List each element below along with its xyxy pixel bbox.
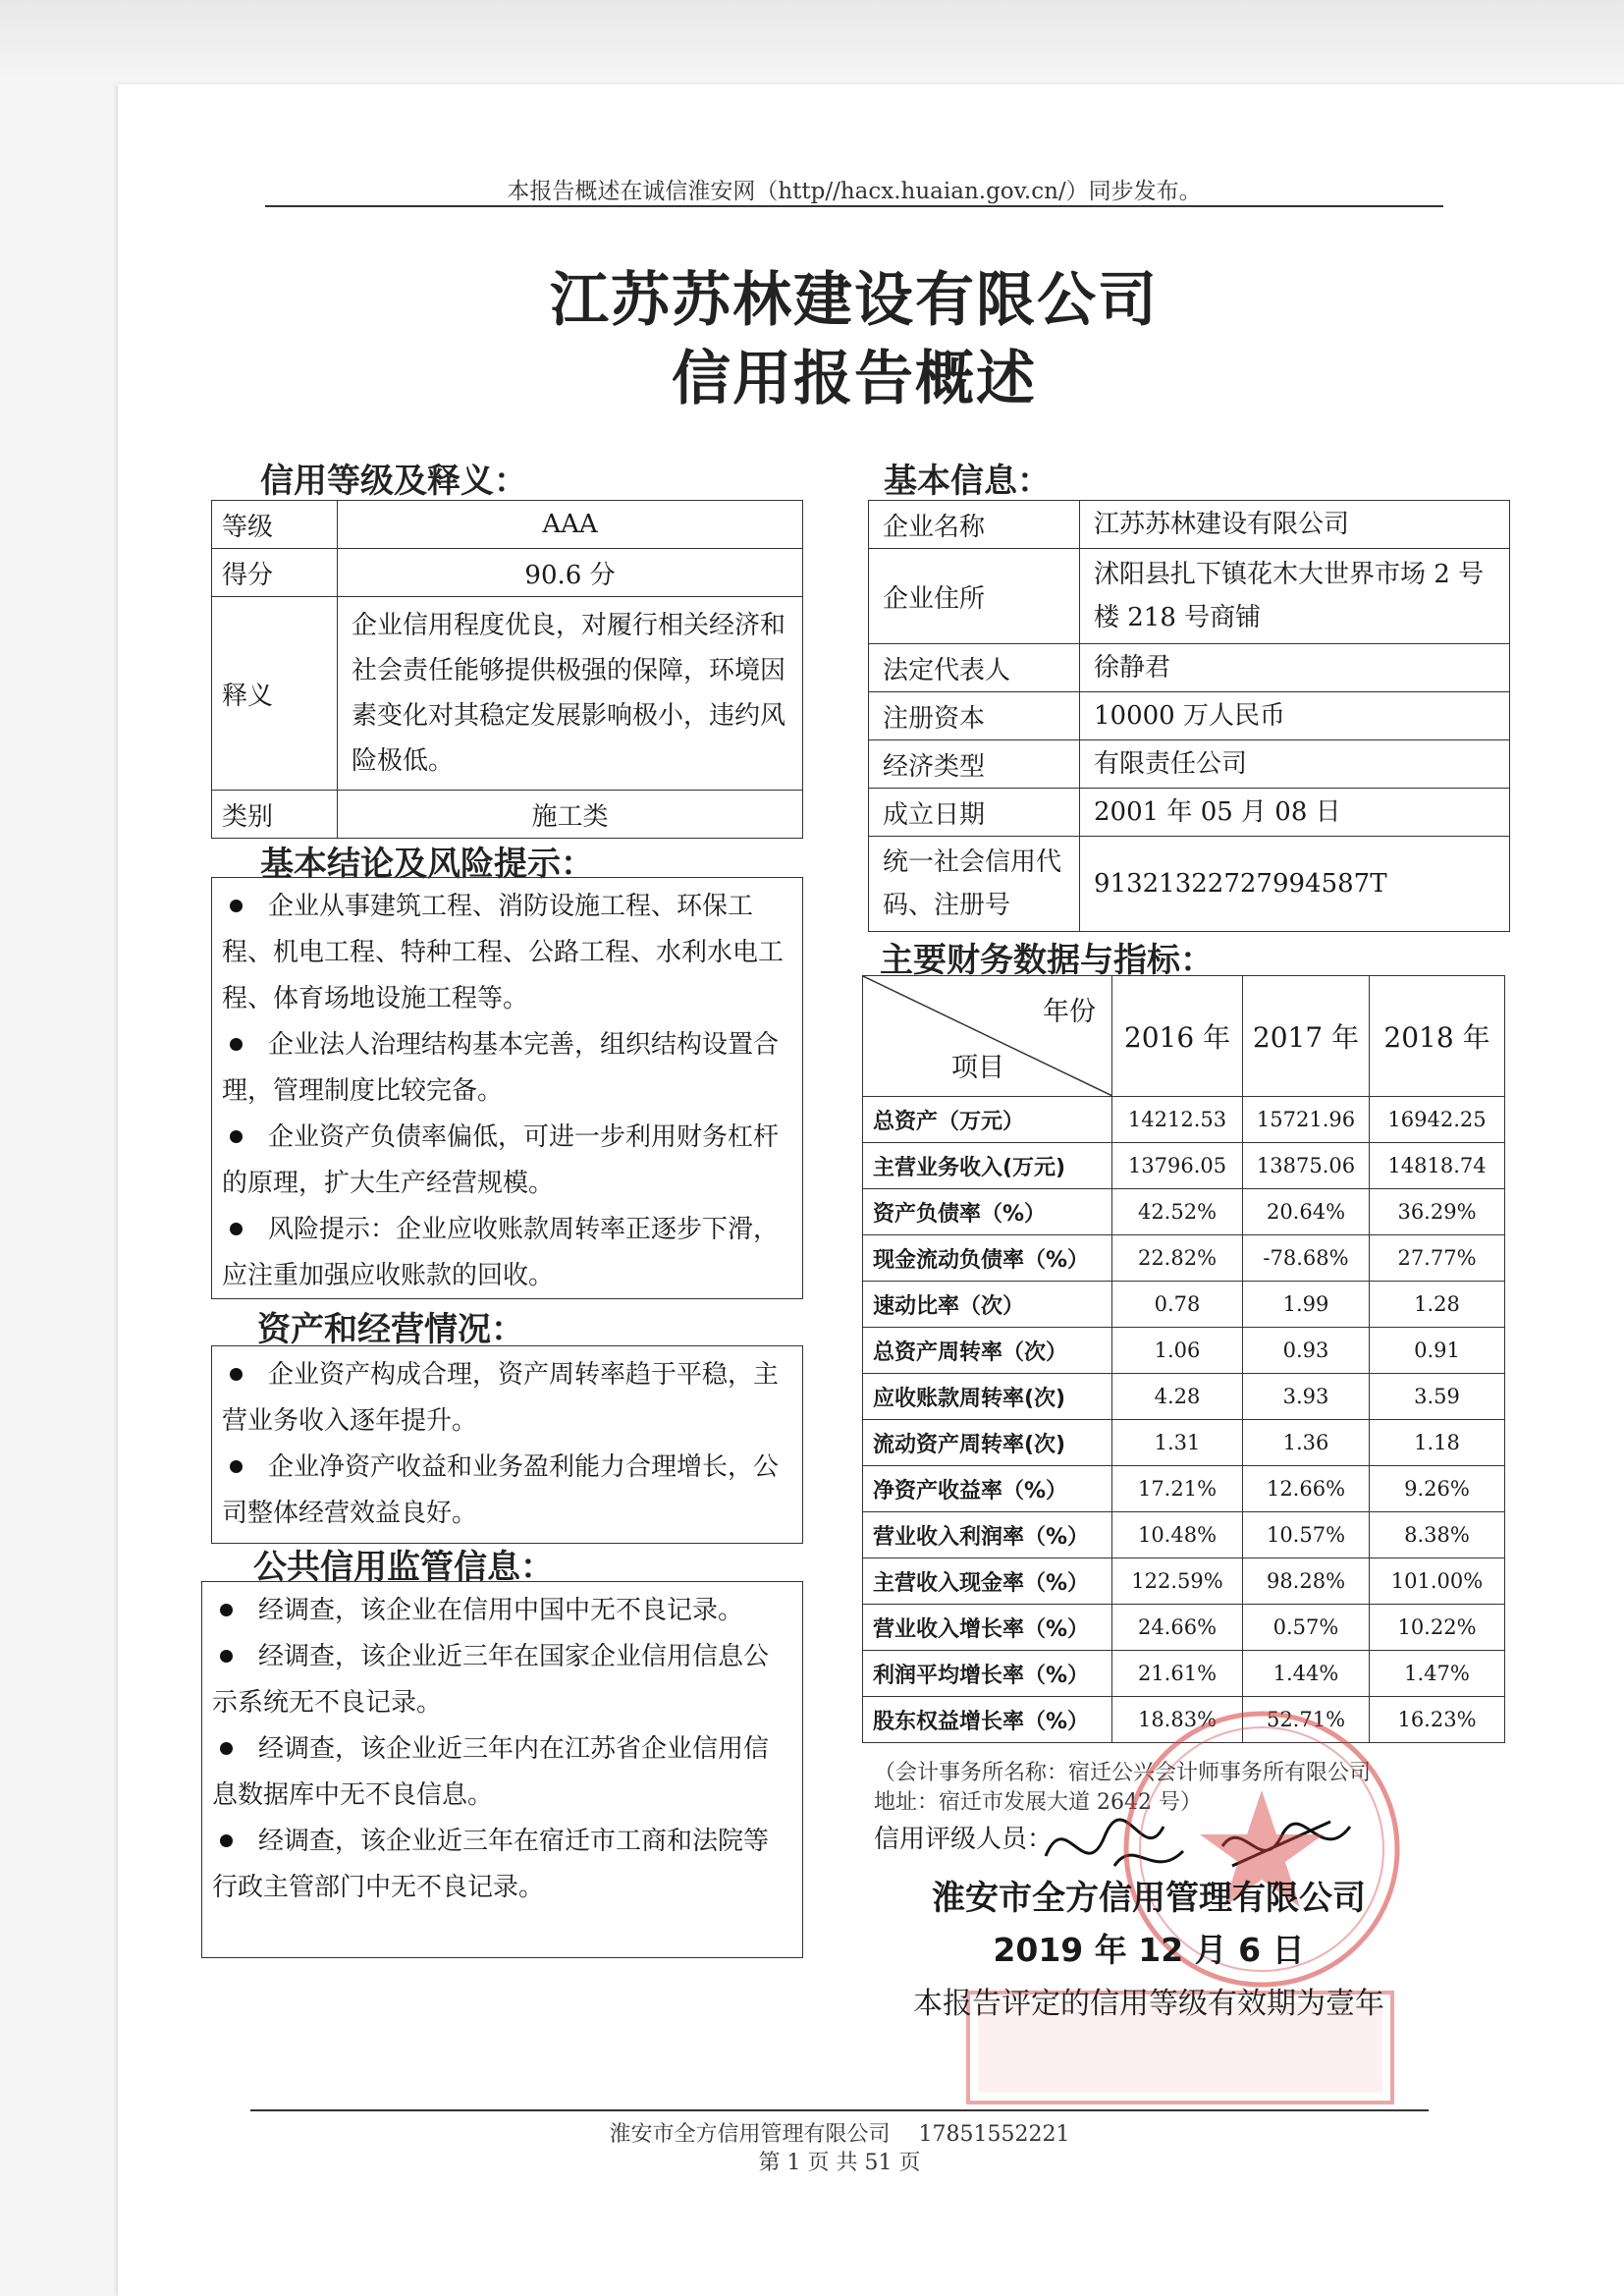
bullet-icon: [230, 1368, 243, 1381]
rating-score: 90.6 分: [338, 549, 803, 597]
assets-item: 企业净资产收益和业务盈利能力合理增长，公司整体经营效益良好。: [222, 1452, 780, 1528]
financial-value: 10.57%: [1243, 1512, 1370, 1558]
financial-value: 1.18: [1370, 1420, 1505, 1466]
rating-table: [211, 500, 803, 839]
footer-company: 淮安市全方信用管理有限公司 17851552221: [609, 2122, 1070, 2147]
financial-value: 98.28%: [1243, 1558, 1370, 1605]
financial-metric-label: 主营收入现金率（%）: [863, 1558, 1112, 1605]
info-value: 徐静君: [1080, 644, 1510, 692]
financial-metric-label: 净资产收益率（%）: [863, 1466, 1112, 1512]
rating-category: 施工类: [338, 791, 803, 839]
financial-row: [863, 1235, 1505, 1282]
financial-header-row: [863, 976, 1505, 1097]
info-key: 企业名称: [869, 501, 1080, 549]
address-note: 地址：宿迁市发展大道 2642 号）: [874, 1790, 1202, 1815]
basic-info-table: [868, 500, 1510, 932]
conclusion-heading: 基本结论及风险提示：: [260, 845, 594, 884]
financial-metric-label: 应收账款周转率(次): [863, 1374, 1112, 1420]
financial-value: 1.06: [1112, 1328, 1243, 1374]
assets-heading: 资产和经营情况：: [257, 1310, 524, 1349]
financial-row: [863, 1282, 1505, 1328]
info-value: 沭阳县扎下镇花木大世界市场 2 号楼 218 号商铺: [1080, 549, 1510, 644]
financial-value: 1.47%: [1370, 1651, 1505, 1697]
financial-value: 1.31: [1112, 1420, 1243, 1466]
rating-row: [212, 501, 803, 549]
rating-row: [212, 549, 803, 597]
financial-value: 20.64%: [1243, 1189, 1370, 1235]
financial-value: 13796.05: [1112, 1143, 1243, 1189]
info-row: [869, 549, 1510, 644]
bullet-icon: [230, 900, 243, 912]
financial-row: [863, 1512, 1505, 1558]
financial-heading: 主要财务数据与指标：: [880, 941, 1214, 980]
assets-box: [211, 1345, 803, 1544]
financial-metric-label: 股东权益增长率（%）: [863, 1697, 1112, 1743]
financial-value: 4.28: [1112, 1374, 1243, 1420]
financial-value: 101.00%: [1370, 1558, 1505, 1605]
info-row: [869, 740, 1510, 789]
info-key: 注册资本: [869, 692, 1080, 740]
corner-cell: [863, 976, 1112, 1097]
financial-value: 13875.06: [1243, 1143, 1370, 1189]
rating-explanation: 企业信用程度优良，对履行相关经济和社会责任能够提供极强的保障，环境因素变化对其稳定发展影响极小，违约风险极低。: [338, 597, 803, 791]
financial-value: -78.68%: [1243, 1235, 1370, 1282]
financial-value: 10.22%: [1370, 1605, 1505, 1651]
financial-value: 27.77%: [1370, 1235, 1505, 1282]
conclusion-item: 企业法人治理结构基本完善，组织结构设置合理，管理制度比较完备。: [222, 1030, 780, 1106]
financial-row: [863, 1466, 1505, 1512]
conclusion-item: 企业从事建筑工程、消防设施工程、环保工程、机电工程、特种工程、公路工程、水利水电工程、体育场地设施工程等。: [222, 892, 785, 1013]
financial-value: 14818.74: [1370, 1143, 1505, 1189]
info-row: [869, 644, 1510, 692]
financial-row: [863, 1097, 1505, 1143]
info-row: [869, 837, 1510, 932]
financial-value: 10.48%: [1112, 1512, 1243, 1558]
assets-item: 企业资产构成合理，资产周转率趋于平稳，主营业务收入逐年提升。: [222, 1360, 780, 1436]
financial-value: 122.59%: [1112, 1558, 1243, 1605]
header-note: 本报告概述在诚信淮安网（http//hacx.huaian.gov.cn/）同步发布。: [507, 179, 1202, 204]
financial-value: 8.38%: [1370, 1512, 1505, 1558]
financial-row: [863, 1605, 1505, 1651]
info-row: [869, 789, 1510, 837]
financial-body: [863, 1097, 1505, 1743]
financial-value: 52.71%: [1243, 1697, 1370, 1743]
financial-table: [862, 975, 1505, 1743]
financial-row: [863, 1558, 1505, 1605]
financial-row: [863, 1420, 1505, 1466]
rating-key: 类别: [212, 791, 338, 839]
financial-value: 1.28: [1370, 1282, 1505, 1328]
financial-value: 21.61%: [1112, 1651, 1243, 1697]
rating-grade: AAA: [338, 501, 803, 549]
header-rule: [265, 205, 1443, 207]
issuer-name: 淮安市全方信用管理有限公司: [932, 1879, 1366, 1918]
page-number: 第 1 页 共 51 页: [758, 2151, 921, 2175]
info-key: 企业住所: [869, 549, 1080, 644]
financial-value: 1.36: [1243, 1420, 1370, 1466]
conclusion-box: [211, 877, 803, 1299]
bullet-icon: [230, 1130, 243, 1143]
year-header: 2017 年: [1243, 976, 1370, 1097]
corner-item-label: 项目: [951, 1053, 1004, 1083]
report-title-company: 江苏苏林建设有限公司: [550, 266, 1159, 335]
financial-value: 1.44%: [1243, 1651, 1370, 1697]
financial-metric-label: 利润平均增长率（%）: [863, 1651, 1112, 1697]
info-value: 有限责任公司: [1080, 740, 1510, 789]
financial-value: 14212.53: [1112, 1097, 1243, 1143]
info-key: 统一社会信用代码、注册号: [869, 837, 1080, 932]
financial-value: 22.82%: [1112, 1235, 1243, 1282]
financial-value: 1.99: [1243, 1282, 1370, 1328]
financial-value: 24.66%: [1112, 1605, 1243, 1651]
footer-rule: [250, 2109, 1429, 2111]
info-value: 2001 年 05 月 08 日: [1080, 789, 1510, 837]
financial-value: 0.93: [1243, 1328, 1370, 1374]
financial-value: 18.83%: [1112, 1697, 1243, 1743]
rating-row: [212, 597, 803, 791]
rating-key: 释义: [212, 597, 338, 791]
financial-row: [863, 1189, 1505, 1235]
year-header: 2016 年: [1112, 976, 1243, 1097]
financial-value: 15721.96: [1243, 1097, 1370, 1143]
accounting-firm-note: （会计事务所名称：宿迁公兴会计师事务所有限公司: [874, 1761, 1372, 1785]
info-key: 法定代表人: [869, 644, 1080, 692]
year-header: 2018 年: [1370, 976, 1505, 1097]
public-item: 经调查，该企业在信用中国中无不良记录。: [212, 1588, 792, 1634]
rating-key: 等级: [212, 501, 338, 549]
bullet-icon: [220, 1604, 233, 1616]
corner-year-label: 年份: [1043, 997, 1096, 1027]
basic-info-heading: 基本信息：: [884, 462, 1051, 501]
financial-metric-label: 总资产（万元）: [863, 1097, 1112, 1143]
financial-value: 17.21%: [1112, 1466, 1243, 1512]
info-row: [869, 501, 1510, 549]
public-box: [201, 1581, 803, 1958]
validity-note: 本报告评定的信用等级有效期为壹年: [913, 1987, 1384, 2021]
public-item: 经调查，该企业近三年在宿迁市工商和法院等行政主管部门中无不良记录。: [212, 1827, 770, 1902]
financial-metric-label: 总资产周转率（次）: [863, 1328, 1112, 1374]
public-item: 经调查，该企业近三年在国家企业信用信息公示系统无不良记录。: [212, 1642, 770, 1718]
info-row: [869, 692, 1510, 740]
bullet-icon: [220, 1834, 233, 1847]
rating-key: 得分: [212, 549, 338, 597]
info-value: 91321322727994587T: [1080, 837, 1510, 932]
financial-metric-label: 资产负债率（%）: [863, 1189, 1112, 1235]
scan-top-shade: [0, 0, 1624, 79]
bullet-icon: [230, 1038, 243, 1051]
report-title-overview: 信用报告概述: [672, 345, 1037, 413]
financial-metric-label: 现金流动负债率（%）: [863, 1235, 1112, 1282]
financial-metric-label: 流动资产周转率(次): [863, 1420, 1112, 1466]
info-value: 江苏苏林建设有限公司: [1080, 501, 1510, 549]
bullet-icon: [230, 1223, 243, 1235]
info-value: 10000 万人民币: [1080, 692, 1510, 740]
financial-value: 42.52%: [1112, 1189, 1243, 1235]
bullet-icon: [230, 1460, 243, 1473]
financial-row: [863, 1143, 1505, 1189]
financial-value: 3.93: [1243, 1374, 1370, 1420]
financial-metric-label: 速动比率（次）: [863, 1282, 1112, 1328]
rater-label: 信用评级人员：: [874, 1825, 1054, 1854]
financial-metric-label: 主营业务收入(万元): [863, 1143, 1112, 1189]
conclusion-item: 风险提示：企业应收账款周转率正逐步下滑，应注重加强应收账款的回收。: [222, 1215, 780, 1290]
financial-value: 0.78: [1112, 1282, 1243, 1328]
financial-value: 36.29%: [1370, 1189, 1505, 1235]
public-heading: 公共信用监管信息：: [253, 1548, 554, 1587]
financial-row: [863, 1374, 1505, 1420]
rating-row: [212, 791, 803, 839]
info-key: 经济类型: [869, 740, 1080, 789]
info-key: 成立日期: [869, 789, 1080, 837]
issue-date: 2019 年 12 月 6 日: [993, 1931, 1305, 1969]
financial-value: 9.26%: [1370, 1466, 1505, 1512]
bullet-icon: [220, 1650, 233, 1663]
rating-heading: 信用等级及释义：: [260, 462, 527, 501]
public-item: 经调查，该企业近三年内在江苏省企业信用信息数据库中无不良信息。: [212, 1734, 770, 1810]
financial-row: [863, 1328, 1505, 1374]
financial-metric-label: 营业收入利润率（%）: [863, 1512, 1112, 1558]
financial-metric-label: 营业收入增长率（%）: [863, 1605, 1112, 1651]
financial-value: 16942.25: [1370, 1097, 1505, 1143]
conclusion-item: 企业资产负债率偏低，可进一步利用财务杠杆的原理，扩大生产经营规模。: [222, 1122, 780, 1198]
financial-value: 3.59: [1370, 1374, 1505, 1420]
financial-value: 16.23%: [1370, 1697, 1505, 1743]
financial-value: 0.57%: [1243, 1605, 1370, 1651]
financial-value: 0.91: [1370, 1328, 1505, 1374]
financial-row: [863, 1651, 1505, 1697]
bullet-icon: [220, 1742, 233, 1755]
financial-value: 12.66%: [1243, 1466, 1370, 1512]
